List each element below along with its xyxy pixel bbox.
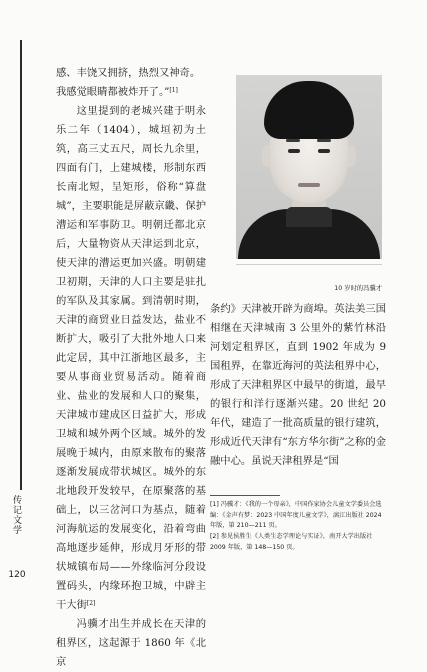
side-rule <box>20 40 22 535</box>
photo-collar <box>286 207 332 227</box>
paragraph-concession-cont: 条约》天津被开辟为商埠。英法美三国相继在天津城南 3 公里外的紫竹林沿河划定租界区，直到 1902 年成为 9 国租界，在靠近海河的英法租界中心，形成了天津租界区中最早的街道，最早的银行和洋行逐渐兴建。20 世纪 20 年代，建造了一批高质量的银行建筑，形成近代天津有“东方华尔街”之称的金融中心。虽说天津租界是“国 <box>210 303 386 467</box>
paragraph-text: 这里提到的老城兴建于明永乐二年（1404），城垣初为土筑，高三丈五尺，周长九余里，四面有门，上建城楼，形制东西长南北短，呈矩形，俗称“算盘城”，主要职能是屏蔽京畿、保护漕运和军事防卫。明朝迁都北京后，大量物资从天津运到北京，使天津的漕运更加兴盛。明朝建卫初期，天津的人口主要是驻扎的军队及其家属。到清朝时期，天津的商贸业日益发达，盐业不断扩大，吸引了大批外地人口来此定居，其中江浙地区最多，主要从事商业贸易活动。随着商业、盐业的发展和人口的聚集，天津城市建成区日益扩大，形成卫城和城外两个区域。城外的发展晚于城内，由原来散布的聚落逐渐发展成带状城区。城外的东北地段开发较早，在原聚落的基础上，以三岔河口为基点，随着河海航运的发展变化，沿着弯曲高地逐步延伸，形成月牙形的带状城镇布局——外缘临河分段设置码头，内缘环抱卫城，中辟主干大街 <box>56 105 206 611</box>
paragraph-old-city <box>56 102 206 615</box>
photo-hair <box>264 81 354 139</box>
photo-mouth <box>298 183 320 187</box>
paragraph-text: 我感觉眼睛都被炸开了。” <box>56 86 170 98</box>
paragraph-quote-end <box>56 64 206 83</box>
photo-eye <box>318 149 330 153</box>
section-label: 传记文学 <box>7 490 23 540</box>
paragraph-text: 冯骥才出生并成长在天津的租界区，这起源于 1860 年《北京 <box>56 618 206 668</box>
footnote-1: [1] 冯骥才：《我的一个母亲》，中国作家协会儿童文学委员会选编：《金声有梦：2023 中国年度儿童文学》，漓江出版社 2024 年版，第 210—211 页。 <box>210 501 382 530</box>
page-number: 120 <box>8 570 26 580</box>
paragraph-text: 感、丰饶又拥挤，热烈又神奇。 <box>56 67 201 79</box>
footnote-ref: [2] <box>86 600 96 607</box>
footnotes <box>210 500 386 554</box>
photo-eye <box>288 149 300 153</box>
left-column <box>56 64 206 672</box>
photo-brow <box>286 139 300 142</box>
footnote-divider <box>210 495 280 496</box>
photo-brow <box>317 139 331 142</box>
right-column <box>210 300 386 471</box>
footnote-2: [2] 参见侯胜生《人类生态学理论与实证》，南开大学出版社 2009 年版，第 148—150 页。 <box>210 533 373 551</box>
photo-caption: 10 岁时的冯骥才 <box>334 285 382 292</box>
paragraph-quote-close <box>56 83 206 102</box>
portrait-photo <box>236 75 382 259</box>
caption-divider <box>236 264 382 265</box>
footnote-ref: [1] <box>169 87 178 94</box>
paragraph-concession <box>56 615 206 672</box>
